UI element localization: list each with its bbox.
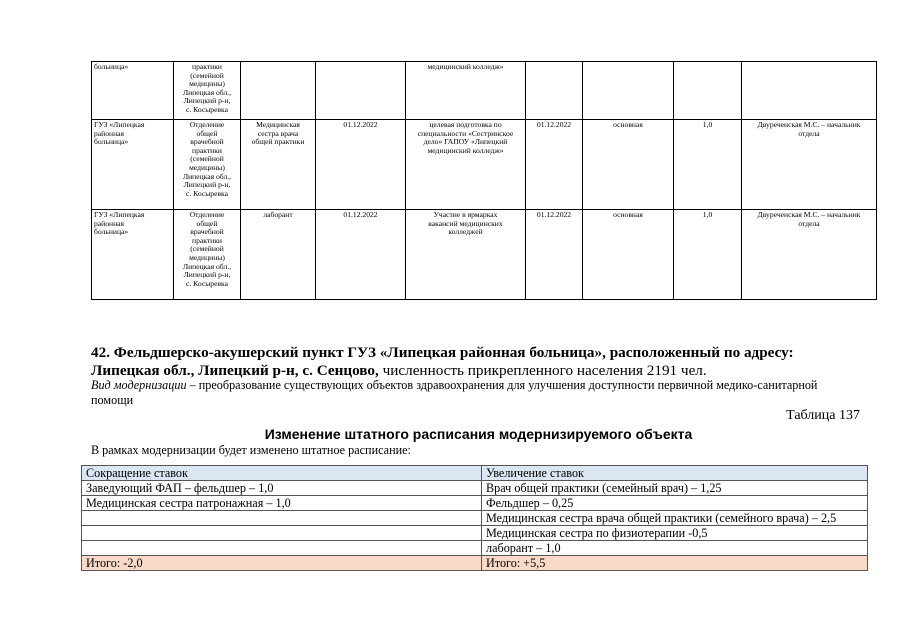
date-cell bbox=[526, 62, 583, 120]
staffing-measures-table bbox=[91, 61, 877, 300]
measure-cell: Участие в ярмарках вакансий медицинских колледжей bbox=[406, 210, 526, 300]
table-row bbox=[82, 526, 868, 541]
reduction-cell: Медицинская сестра патронажная – 1,0 bbox=[82, 496, 482, 511]
date-cell: 01.12.2022 bbox=[526, 120, 583, 210]
position-cell: лаборант bbox=[241, 210, 316, 300]
date-cell bbox=[316, 62, 406, 120]
org-cell: ГУЗ «Липецкая районная больница» bbox=[92, 120, 174, 210]
modernization-type bbox=[91, 378, 851, 408]
date-cell: 01.12.2022 bbox=[316, 210, 406, 300]
type-cell: основная bbox=[583, 120, 674, 210]
intro-text: В рамках модернизации будет изменено штатное расписание: bbox=[91, 443, 411, 457]
type-cell bbox=[583, 62, 674, 120]
total-reduction: Итого: -2,0 bbox=[82, 556, 482, 571]
rate-cell bbox=[674, 62, 742, 120]
section-heading-population: численность прикрепленного населения 2191 чел. bbox=[378, 362, 707, 379]
type-cell: основная bbox=[583, 210, 674, 300]
section-heading-bold: 42. Фельдшерско-акушерский пункт ГУЗ «Липецкая районная больница», расположенный по адресу: Липецкая обл., Липецкий р-н, с. Сенцово, bbox=[91, 344, 794, 379]
reduction-cell: Заведующий ФАП – фельдшер – 1,0 bbox=[82, 481, 482, 496]
position-cell bbox=[241, 62, 316, 120]
table-row bbox=[92, 210, 877, 300]
dept-cell: практики (семейной медицины) Липецкая обл., Липецкий р-н, с. Косыревка bbox=[174, 62, 241, 120]
increase-cell: лаборант – 1,0 bbox=[482, 541, 868, 556]
dept-cell: Отделение общей врачебной практики (семейной медицины) Липецкая обл., Липецкий р-н, с. Косыревка bbox=[174, 210, 241, 300]
org-cell: ГУЗ «Липецкая районная больница» bbox=[92, 210, 174, 300]
table-total-row bbox=[82, 556, 868, 571]
table-row bbox=[82, 496, 868, 511]
table-number: Таблица 137 bbox=[786, 408, 860, 423]
table-row bbox=[82, 511, 868, 526]
table-title: Изменение штатного расписания модернизируемого объекта bbox=[264, 426, 693, 442]
measure-cell: целевая подготовка по специальности «Сестринское дело» ГАПОУ «Липецкий медицинский колледж» bbox=[406, 120, 526, 210]
rate-cell: 1,0 bbox=[674, 120, 742, 210]
responsible-cell: Двуреченская М.С. – начальник отдела bbox=[742, 210, 877, 300]
reduction-cell bbox=[82, 541, 482, 556]
section-heading bbox=[91, 344, 851, 380]
position-cell: Медицинская сестра врача общей практики bbox=[241, 120, 316, 210]
table-header-row bbox=[82, 466, 868, 481]
staff-change-table bbox=[81, 465, 868, 571]
modernization-label: Вид модернизации bbox=[91, 378, 187, 392]
increase-cell: Медицинская сестра по физиотерапии -0,5 bbox=[482, 526, 868, 541]
increase-cell: Врач общей практики (семейный врач) – 1,25 bbox=[482, 481, 868, 496]
reduction-cell bbox=[82, 526, 482, 541]
date-cell: 01.12.2022 bbox=[526, 210, 583, 300]
increase-cell: Фельдшер – 0,25 bbox=[482, 496, 868, 511]
increase-cell: Медицинская сестра врача общей практики (семейного врача) – 2,5 bbox=[482, 511, 868, 526]
org-cell: больница» bbox=[92, 62, 174, 120]
table-row bbox=[92, 120, 877, 210]
responsible-cell bbox=[742, 62, 877, 120]
table-row bbox=[92, 62, 877, 120]
total-increase: Итого: +5,5 bbox=[482, 556, 868, 571]
responsible-cell: Двуреченская М.С. – начальник отдела bbox=[742, 120, 877, 210]
reduction-cell bbox=[82, 511, 482, 526]
measure-cell: медицинский колледж» bbox=[406, 62, 526, 120]
date-cell: 01.12.2022 bbox=[316, 120, 406, 210]
modernization-text: – преобразование существующих объектов здравоохранения для улучшения доступности первичной медико-санитарной помощи bbox=[91, 378, 818, 407]
dept-cell: Отделение общей врачебной практики (семейной медицины) Липецкая обл., Липецкий р-н, с. Косыревка bbox=[174, 120, 241, 210]
header-increase: Увеличение ставок bbox=[482, 466, 868, 481]
table-row bbox=[82, 541, 868, 556]
table-row bbox=[82, 481, 868, 496]
rate-cell: 1,0 bbox=[674, 210, 742, 300]
header-reduction: Сокращение ставок bbox=[82, 466, 482, 481]
